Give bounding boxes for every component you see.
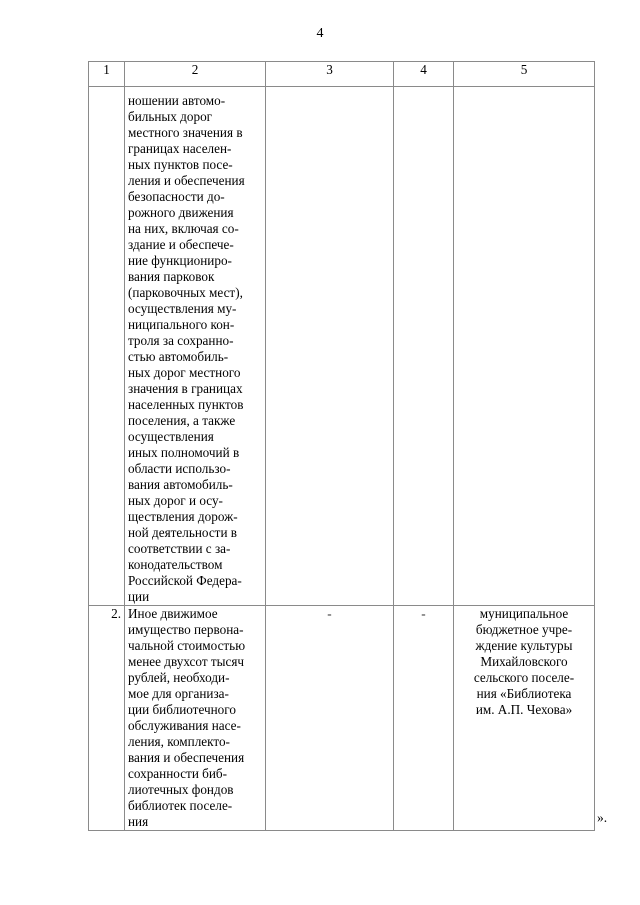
header-cell-3: 3	[266, 62, 394, 87]
table-row	[89, 606, 595, 831]
property-description-cell: ношении автомо- бильных дорог местного значения в границах населен- ных пунктов посе- ления и обеспечения безопасности до- рожного движения на них, включая со- здание и обеспече- ние функциониро- вания парковок (парковочных мест), осуществления му- ниципального кон- троля за сохранно- стью автомобиль- ных дорог местного значения в границах населенных пунктов поселения, а также осуществления иных полномочий в области использо- вания автомобиль- ных дорог и осу- ществления дорож- ной деятельности в соответствии с за- конодательством Российской Федера- ции	[125, 87, 266, 606]
holder-cell: муниципальное бюджетное учре- ждение культуры Михайловского сельского поселе- ния «Библиотека им. А.П. Чехова»	[454, 606, 595, 831]
header-cell-4: 4	[394, 62, 454, 87]
col4-cell	[394, 87, 454, 606]
col4-cell: -	[394, 606, 454, 831]
property-description-cell: Иное движимое имущество первона- чальной стоимостью менее двухсот тысяч рублей, необходи- мое для организа- ции библиотечного обслуживания насе- ления, комплекто- вания и обеспечения сохранности биб- лиотечных фондов библиотек поселе- ния	[125, 606, 266, 831]
closing-quote: ».	[597, 810, 608, 825]
row-number-cell: 2.	[89, 606, 125, 831]
table-header-row	[89, 62, 595, 87]
row-number-cell	[89, 87, 125, 606]
header-cell-1: 1	[89, 62, 125, 87]
col3-cell	[266, 87, 394, 606]
table-row	[89, 87, 595, 606]
page-number: 4	[316, 26, 324, 41]
property-table	[88, 61, 595, 831]
header-cell-5: 5	[454, 62, 595, 87]
col3-cell: -	[266, 606, 394, 831]
holder-cell	[454, 87, 595, 606]
header-cell-2: 2	[125, 62, 266, 87]
